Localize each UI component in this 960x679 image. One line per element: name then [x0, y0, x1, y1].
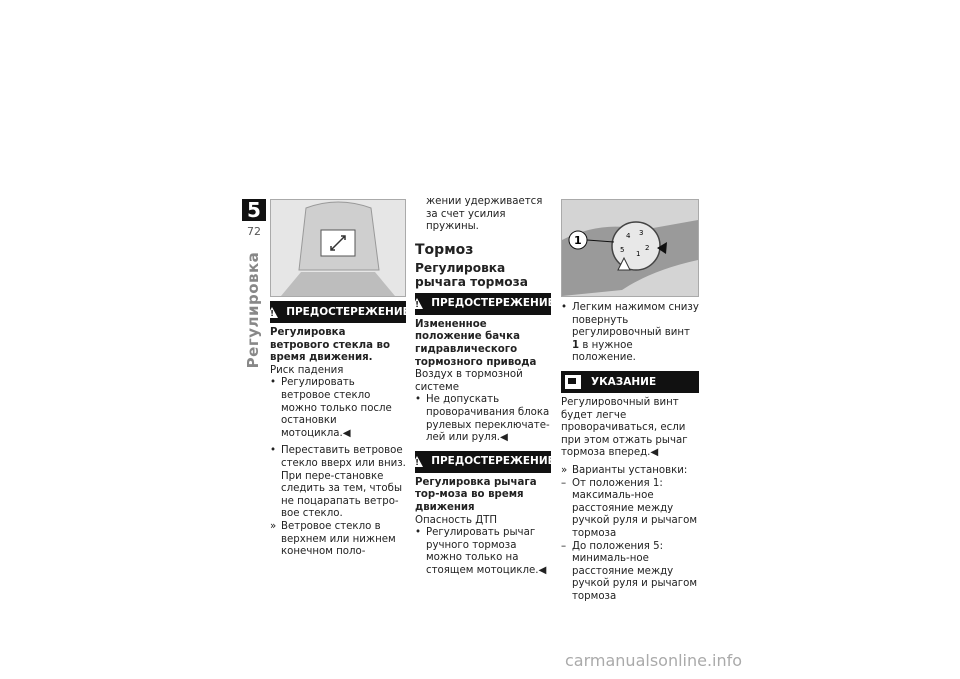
warning-banner: ! ПРЕДОСТЕРЕЖЕНИЕ [270, 301, 406, 323]
warning-title: Регулировка ветрового стекла во время движения. [270, 327, 390, 364]
warning-icon [266, 307, 278, 318]
windshield-illustration [271, 200, 405, 296]
page-number: 72 [247, 225, 261, 238]
svg-text:1: 1 [574, 234, 582, 247]
note-text: Регулировочный винт будет легче проворачиваться, если при этом отжать рычаг тормоза вперед.◀ [561, 396, 688, 459]
list-item: • Не допускать проворачивания блока рулевых переключате-лей или руля.◀ [415, 394, 550, 444]
result-item: » Варианты установки: [561, 464, 688, 476]
warning-text: Воздух в тормозной системе [415, 369, 523, 393]
svg-text:4: 4 [626, 232, 631, 240]
column-1 [270, 199, 410, 559]
list-item: – От положения 1: максималь-ное расстояние между ручкой руля и рычагом тормоза [561, 477, 698, 539]
list-item: – До положения 5: минималь-ное расстояние между ручкой руля и рычагом тормоза [561, 540, 698, 602]
svg-text:2: 2 [645, 244, 650, 252]
continued-text: жении удерживается за счет усилия пружины. [426, 196, 543, 233]
note-banner: УКАЗАНИЕ [561, 371, 699, 393]
warning-title: Измененное положение бачка гидравлического тормозного привода [415, 318, 537, 368]
brake-lever-illustration [562, 200, 698, 296]
warning-icon [411, 298, 423, 309]
result-item: » Ветровое стекло в верхнем или нижнем конечном поло- [270, 520, 396, 558]
svg-text:3: 3 [639, 229, 644, 237]
list-item: • Легким нажимом снизу повернуть регулировочный винт 1 в нужное положение. [561, 302, 699, 364]
warning-text: Опасность ДТП [415, 514, 498, 526]
list-item: • Регулировать рычаг ручного тормоза можно только на стоящем мотоцикле.◀ [415, 527, 547, 576]
section-heading: Тормоз [415, 241, 474, 258]
chapter-number: 5 [242, 199, 266, 221]
list-item: • Переставить ветровое стекло вверх или вниз. При пере-становке следить за тем, чтобы не поцарапать ветро-вое стекло. [270, 445, 406, 520]
warning-banner: ! ПРЕДОСТЕРЕЖЕНИЕ [415, 451, 551, 473]
warning-icon [411, 456, 423, 467]
brake-lever-figure [561, 199, 699, 297]
watermark: carmanualsonline.info [565, 651, 743, 670]
warning-banner: ! ПРЕДОСТЕРЕЖЕНИЕ [415, 293, 551, 315]
warning-title: Регулировка рычага тор-моза во время движения [415, 476, 537, 513]
chapter-title: Регулировка [244, 251, 262, 369]
subsection-heading: Регулировка рычага тормоза [415, 260, 528, 289]
svg-text:1: 1 [636, 250, 641, 258]
windshield-figure [270, 199, 406, 297]
warning-text: Риск падения [270, 364, 344, 376]
svg-text:5: 5 [620, 246, 625, 254]
column-3 [561, 199, 699, 603]
column-2 [415, 196, 555, 577]
note-icon [565, 375, 581, 389]
list-item: • Регулировать ветровое стекло можно только после остановки мотоцикла.◀ [270, 377, 392, 439]
